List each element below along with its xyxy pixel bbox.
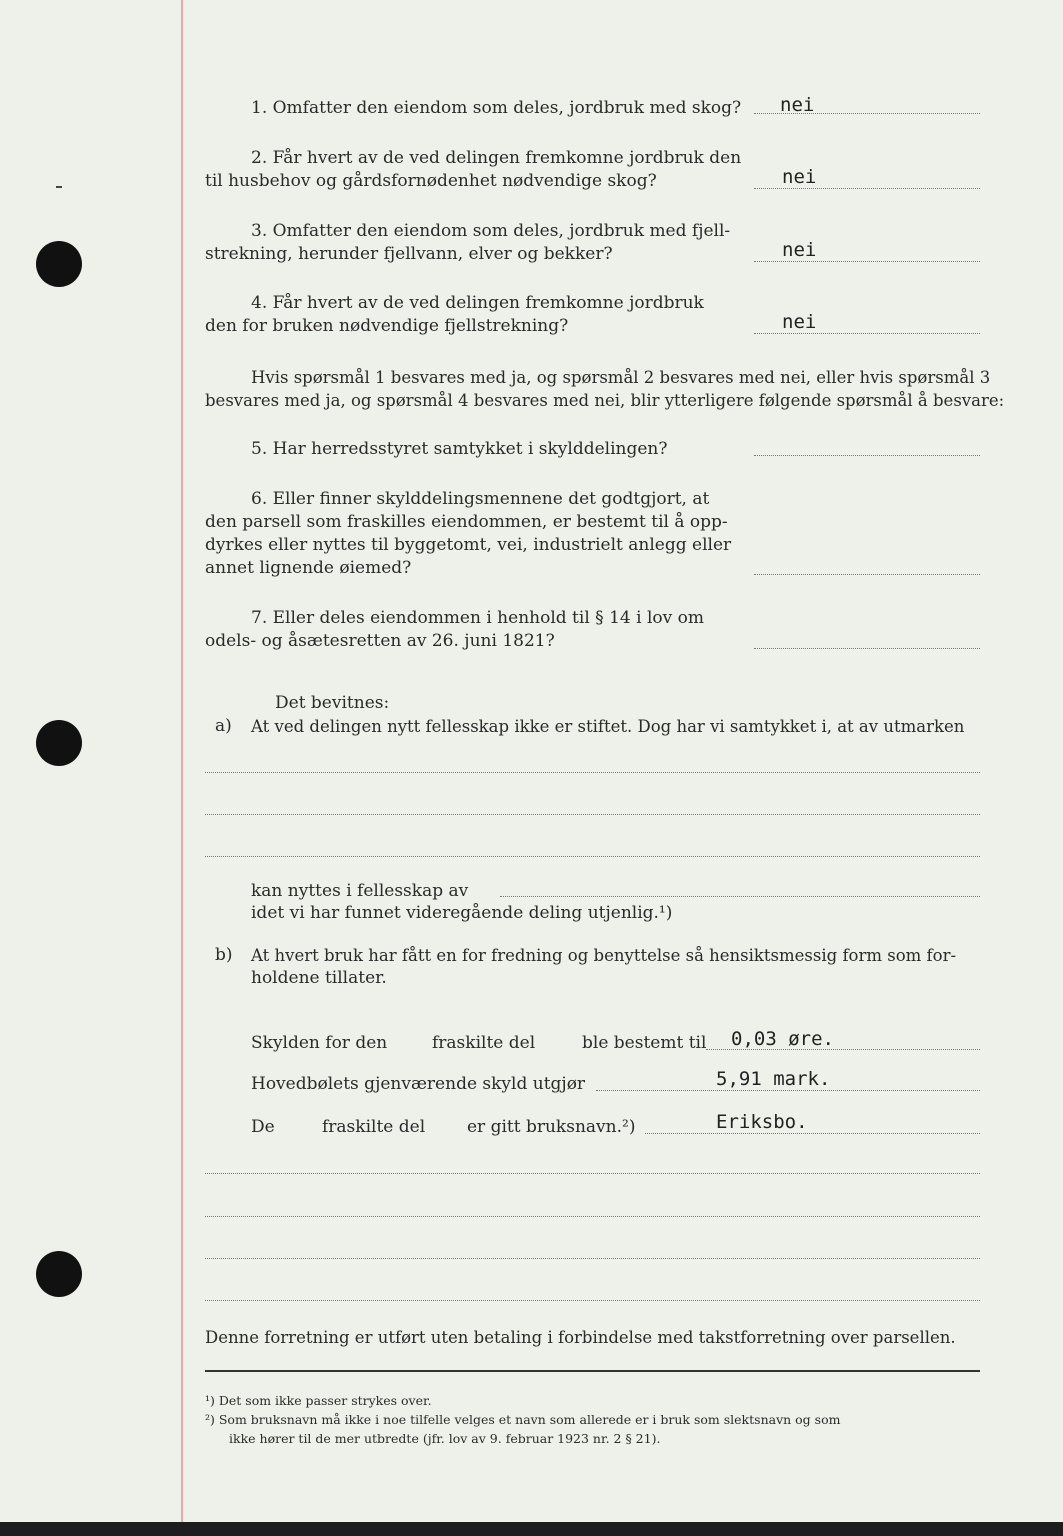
question-2-line-2: til husbehov og gårdsfornødenhet nødvendige skog?	[205, 171, 657, 191]
answer-line-2	[754, 188, 980, 189]
question-7-line-1: 7. Eller deles eiendommen i henhold til § 14 i lov om	[251, 608, 704, 628]
attest-b-line-2: holdene tillater.	[251, 968, 387, 988]
answer-1: nei	[780, 94, 815, 116]
answer-4: nei	[782, 311, 817, 333]
bruksnavn-label-1: De	[251, 1117, 275, 1137]
question-3-line-1: 3. Omfatter den eiendom som deles, jordbruk med fjell-	[251, 221, 731, 241]
blank-line-a3	[205, 856, 980, 857]
bruksnavn-value: Eriksbo.	[716, 1111, 808, 1133]
blank-line-a1	[205, 772, 980, 773]
blank-line-b4	[205, 1300, 980, 1301]
attest-b-text: At hvert bruk har fått en for fredning og benyttelse så hensiktsmessig form som for-	[251, 946, 957, 965]
skyld-value: 0,03 øre.	[731, 1028, 834, 1050]
answer-line-6	[754, 574, 980, 575]
question-4-line-1: 4. Får hvert av de ved delingen fremkomne jordbruk	[251, 293, 704, 313]
punch-hole-1	[36, 241, 82, 287]
blank-line-fellesskap	[500, 896, 980, 897]
attest-a-text: At ved delingen nytt fellesskap ikke er stiftet. Dog har vi samtykket i, at av utmarken	[251, 717, 965, 736]
skyld-row-1-label-2: fraskilte del	[432, 1033, 536, 1053]
attest-b-label: b)	[215, 945, 233, 965]
hovedbol-value: 5,91 mark.	[716, 1068, 831, 1090]
bruksnavn-label-2: fraskilte del	[322, 1117, 426, 1137]
answer-line-3	[754, 261, 980, 262]
hovedbol-label: Hovedbølets gjenværende skyld utgjør	[251, 1074, 586, 1094]
attest-a-line-3: idet vi har funnet videregående deling utjenlig.¹)	[251, 903, 673, 923]
payment-note: Denne forretning er utført uten betaling i forbindelse med takstforretning over parsellen.	[205, 1328, 956, 1347]
answer-line-5	[754, 455, 980, 456]
margin-mark	[56, 186, 62, 188]
attest-a-line-2: kan nyttes i fellesskap av	[251, 881, 469, 901]
question-5: 5. Har herredsstyret samtykket i skylddelingen?	[251, 439, 668, 459]
footnote-2-cont: ikke hører til de mer utbredte (jfr. lov av 9. februar 1923 nr. 2 § 21).	[229, 1431, 661, 1446]
footnote-1: ¹) Det som ikke passer strykes over.	[205, 1393, 432, 1408]
punch-hole-2	[36, 720, 82, 766]
question-3-line-2: strekning, herunder fjellvann, elver og bekker?	[205, 244, 613, 264]
footnote-rule	[205, 1370, 980, 1372]
blank-line-b2	[205, 1216, 980, 1217]
bruksnavn-line	[645, 1133, 980, 1134]
blank-line-a2	[205, 814, 980, 815]
question-6-line-3: dyrkes eller nyttes til byggetomt, vei, industrielt anlegg eller	[205, 535, 732, 555]
question-1: 1. Omfatter den eiendom som deles, jordbruk med skog?	[251, 98, 742, 118]
skyld-row-1-label-1: Skylden for den	[251, 1033, 388, 1053]
attest-a-label: a)	[215, 716, 232, 736]
question-6-line-2: den parsell som fraskilles eiendommen, er bestemt til å opp-	[205, 512, 728, 532]
answer-2: nei	[782, 166, 817, 188]
answer-3: nei	[782, 239, 817, 261]
question-6-line-4: annet lignende øiemed?	[205, 558, 412, 578]
blank-line-b1	[205, 1173, 980, 1174]
punch-hole-3	[36, 1251, 82, 1297]
question-7-line-2: odels- og åsætesretten av 26. juni 1821?	[205, 631, 555, 651]
answer-line-4	[754, 333, 980, 334]
conditional-intro-line-1: Hvis spørsmål 1 besvares med ja, og spørsmål 2 besvares med nei, eller hvis spørsmål 3	[251, 368, 991, 387]
bruksnavn-label-3: er gitt bruksnavn.²)	[467, 1117, 636, 1137]
conditional-intro-line-2: besvares med ja, og spørsmål 4 besvares med nei, blir ytterligere følgende spørsmål å besvare:	[205, 391, 1005, 410]
hovedbol-line	[596, 1090, 980, 1091]
footnote-2: ²) Som bruksnavn må ikke i noe tilfelle velges et navn som allerede er i bruk som slektsnavn og som	[205, 1412, 841, 1427]
blank-line-b3	[205, 1258, 980, 1259]
question-4-line-2: den for bruken nødvendige fjellstrekning?	[205, 316, 569, 336]
margin-line	[181, 0, 183, 1536]
answer-line-7	[754, 648, 980, 649]
skyld-row-1-label-3: ble bestemt til	[582, 1033, 707, 1053]
question-2-line-1: 2. Får hvert av de ved delingen fremkomne jordbruk den	[251, 148, 742, 168]
attest-heading: Det bevitnes:	[275, 693, 390, 713]
scan-edge	[0, 1522, 1063, 1536]
question-6-line-1: 6. Eller finner skylddelingsmennene det godtgjort, at	[251, 489, 710, 509]
